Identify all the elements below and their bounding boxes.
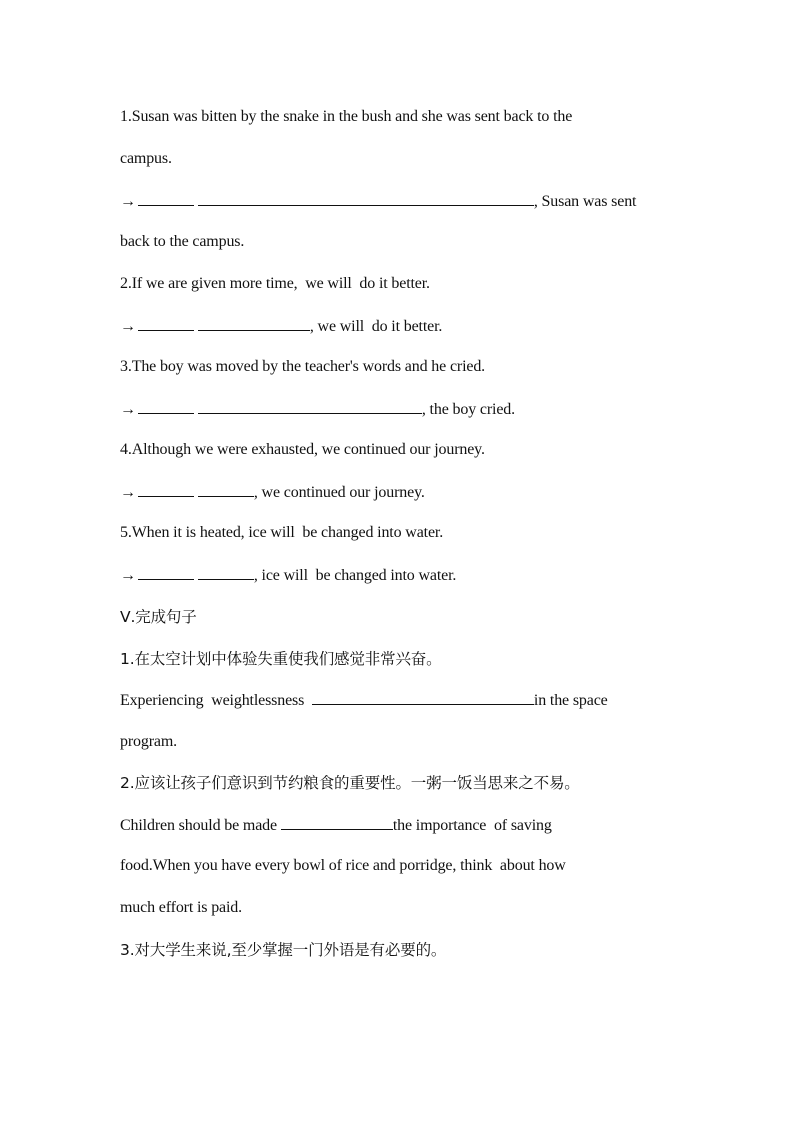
answer-blank[interactable]: [138, 565, 194, 580]
q5-1-english-line2: program.: [120, 733, 178, 750]
q5-1-english-line: [120, 690, 608, 711]
q5-2-chinese: 2.应该让孩子们意识到节约粮食的重要性。一粥一饭当思来之不易。: [120, 774, 580, 792]
arrow-icon: →: [120, 567, 136, 584]
q4-5-prompt: 5.When it is heated, ice will be changed into water.: [120, 524, 444, 541]
arrow-icon: →: [120, 318, 136, 335]
answer-blank[interactable]: [138, 482, 194, 497]
q5-3-chinese: 3.对大学生来说,至少掌握一门外语是有必要的。: [120, 941, 447, 959]
q4-1-answer-tail: , Susan was sent: [533, 193, 637, 210]
q5-2-english-line: [120, 815, 552, 836]
q4-2-prompt: 2.If we are given more time, we will do it better.: [120, 275, 430, 292]
q4-2-answer-tail: , we will do it better.: [309, 318, 443, 335]
arrow-icon: →: [120, 401, 136, 418]
q5-2-english-line2: food.When you have every bowl of rice and porridge, think about how: [120, 857, 566, 874]
answer-blank[interactable]: [198, 191, 534, 206]
q4-3-answer-tail: , the boy cried.: [421, 401, 515, 418]
answer-blank[interactable]: [198, 482, 254, 497]
q4-4-prompt: 4.Although we were exhausted, we continued our journey.: [120, 441, 485, 458]
answer-blank[interactable]: [198, 565, 254, 580]
q5-1-text-after: in the space: [533, 692, 608, 709]
answer-blank[interactable]: [198, 316, 310, 331]
answer-blank[interactable]: [198, 399, 422, 414]
answer-blank[interactable]: [138, 399, 194, 414]
q4-1-answer-line: [120, 191, 636, 212]
q4-2-answer-line: [120, 316, 442, 337]
answer-blank[interactable]: [312, 690, 534, 705]
answer-blank[interactable]: [281, 815, 393, 830]
q5-2-text-after: the importance of saving: [392, 817, 552, 834]
q5-2-english-line3: much effort is paid.: [120, 899, 243, 916]
q4-1-prompt-line1: 1.Susan was bitten by the snake in the bush and she was sent back to the: [120, 108, 573, 125]
q4-4-answer-tail: , we continued our journey.: [253, 484, 425, 501]
arrow-icon: →: [120, 193, 136, 210]
q4-5-answer-line: [120, 565, 456, 586]
section-5-heading: Ⅴ.完成句子: [120, 608, 197, 626]
q4-4-answer-line: [120, 482, 425, 503]
q4-1-answer-line2: back to the campus.: [120, 233, 245, 250]
arrow-icon: →: [120, 484, 136, 501]
q5-2-text-before: Children should be made: [120, 817, 281, 834]
q4-3-prompt: 3.The boy was moved by the teacher's words and he cried.: [120, 358, 486, 375]
q4-1-prompt-line2: campus.: [120, 150, 172, 167]
q5-1-text-before: Experiencing weightlessness: [120, 692, 312, 709]
q4-3-answer-line: [120, 399, 515, 420]
answer-blank[interactable]: [138, 316, 194, 331]
answer-blank[interactable]: [138, 191, 194, 206]
q4-5-answer-tail: , ice will be changed into water.: [253, 567, 457, 584]
q5-1-chinese: 1.在太空计划中体验失重使我们感觉非常兴奋。: [120, 650, 442, 668]
